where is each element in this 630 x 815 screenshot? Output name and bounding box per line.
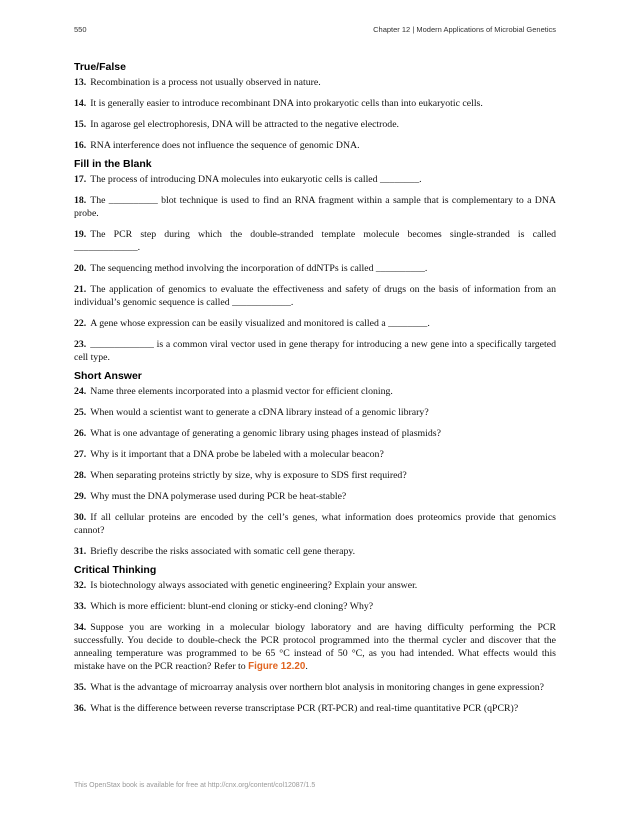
question-number: 20.	[74, 263, 87, 274]
question-number: 23.	[74, 339, 87, 350]
question-number: 16.	[74, 140, 87, 151]
question-number: 21.	[74, 284, 87, 295]
question-item	[74, 194, 556, 220]
question-text: Why must the DNA polymerase used during PCR be heat-stable?	[90, 491, 347, 502]
question-item	[74, 600, 556, 613]
question-number: 30.	[74, 512, 87, 523]
question-text: Briefly describe the risks associated with somatic cell gene therapy.	[90, 546, 356, 557]
question-number: 29.	[74, 491, 87, 502]
question-item	[74, 97, 556, 110]
question-number: 31.	[74, 546, 87, 557]
question-text: What is the advantage of microarray analysis over northern blot analysis in monitoring changes in gene expression?	[90, 682, 545, 693]
question-number: 19.	[74, 229, 87, 240]
question-text: When separating proteins strictly by size, why is exposure to SDS first required?	[90, 470, 407, 481]
question-item	[74, 621, 556, 673]
question-item	[74, 469, 556, 482]
section-heading-short-answer: Short Answer	[74, 370, 142, 382]
question-text: The __________ blot technique is used to find an RNA fragment within a sample that is complementary to a DNA probe.	[74, 195, 556, 219]
question-item	[74, 385, 556, 398]
question-text: In agarose gel electrophoresis, DNA will be attracted to the negative electrode.	[90, 119, 399, 130]
question-number: 34.	[74, 622, 87, 633]
question-item	[74, 511, 556, 537]
figure-link[interactable]: Figure 12.20	[248, 661, 306, 672]
question-text: Is biotechnology always associated with genetic engineering? Explain your answer.	[90, 580, 418, 591]
section-heading-true-false: True/False	[74, 61, 126, 73]
question-text-end: .	[305, 661, 308, 672]
question-number: 24.	[74, 386, 87, 397]
question-item	[74, 338, 556, 364]
question-text: Name three elements incorporated into a plasmid vector for efficient cloning.	[90, 386, 393, 397]
question-text: What is one advantage of generating a genomic library using phages instead of plasmids?	[90, 428, 441, 439]
question-text: Which is more efficient: blunt-end cloning or sticky-end cloning? Why?	[90, 601, 374, 612]
question-item	[74, 173, 556, 186]
question-number: 28.	[74, 470, 87, 481]
question-item	[74, 448, 556, 461]
question-number: 25.	[74, 407, 87, 418]
question-text: Suppose you are working in a molecular biology laboratory and are having difficulty performing the PCR successfully. You decide to double-check the PCR protocol programmed into the thermal cycler and discover that the annealing temperature was programmed to be 65 °C instead of 50 °C, as you had intended. What effects would this mistake have on the PCR reaction? Refer to	[74, 622, 556, 672]
question-text: The sequencing method involving the incorporation of ddNTPs is called __________.	[90, 263, 428, 274]
question-number: 14.	[74, 98, 87, 109]
page-number: 550	[74, 25, 87, 34]
question-item	[74, 139, 556, 152]
question-item	[74, 681, 556, 694]
question-item	[74, 406, 556, 419]
section-heading-critical-thinking: Critical Thinking	[74, 564, 157, 576]
question-number: 13.	[74, 77, 87, 88]
question-item	[74, 702, 556, 715]
exercise-content	[74, 60, 556, 723]
question-item	[74, 579, 556, 592]
question-number: 22.	[74, 318, 87, 329]
question-text: Recombination is a process not usually observed in nature.	[90, 77, 321, 88]
question-text: It is generally easier to introduce recombinant DNA into prokaryotic cells than into eukaryotic cells.	[90, 98, 483, 109]
question-number: 32.	[74, 580, 87, 591]
question-text: When would a scientist want to generate a cDNA library instead of a genomic library?	[90, 407, 429, 418]
question-number: 36.	[74, 703, 87, 714]
question-text: The PCR step during which the double-stranded template molecule becomes single-stranded is called _____________.	[74, 229, 556, 253]
chapter-title: Chapter 12 | Modern Applications of Microbial Genetics	[373, 25, 556, 34]
question-number: 35.	[74, 682, 87, 693]
question-item	[74, 262, 556, 275]
question-text: Why is it important that a DNA probe be labeled with a molecular beacon?	[90, 449, 384, 460]
question-number: 15.	[74, 119, 87, 130]
question-number: 27.	[74, 449, 87, 460]
question-item	[74, 545, 556, 558]
question-number: 18.	[74, 195, 87, 206]
question-item	[74, 490, 556, 503]
question-text: If all cellular proteins are encoded by the cell’s genes, what information does proteomics provide that genomics cannot?	[74, 512, 556, 536]
question-text: The process of introducing DNA molecules into eukaryotic cells is called ________.	[90, 174, 422, 185]
question-text: _____________ is a common viral vector used in gene therapy for introducing a new gene into a specifically targeted cell type.	[74, 339, 556, 363]
question-text: The application of genomics to evaluate the effectiveness and safety of drugs on the basis of information from an individual’s genomic sequence is called ____________.	[74, 284, 556, 308]
question-number: 33.	[74, 601, 87, 612]
question-text: What is the difference between reverse transcriptase PCR (RT-PCR) and real-time quantitative PCR (qPCR)?	[90, 703, 519, 714]
page-footer: This OpenStax book is available for free at http://cnx.org/content/col12087/1.5	[74, 782, 316, 789]
question-item	[74, 317, 556, 330]
question-item	[74, 228, 556, 254]
question-item	[74, 427, 556, 440]
section-heading-fill-in-the-blank: Fill in the Blank	[74, 158, 152, 170]
question-item	[74, 118, 556, 131]
question-text: A gene whose expression can be easily visualized and monitored is called a ________.	[90, 318, 430, 329]
question-text: RNA interference does not influence the sequence of genomic DNA.	[90, 140, 360, 151]
question-item	[74, 283, 556, 309]
question-item	[74, 76, 556, 89]
question-number: 26.	[74, 428, 87, 439]
question-number: 17.	[74, 174, 87, 185]
